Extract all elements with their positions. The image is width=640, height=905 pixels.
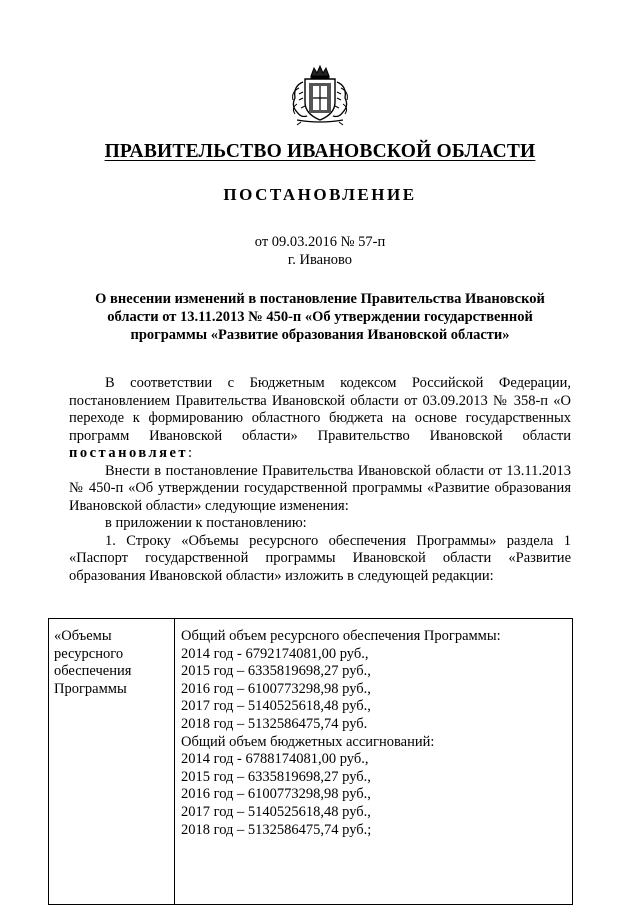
resource-table [48, 618, 573, 905]
preamble-colon: : [188, 445, 193, 461]
label-line: «Объемы [54, 628, 112, 644]
preamble-text: В соответствии с Бюджетным кодексом Российской Федерации, постановлением Правительства Ивановской области от 03.09.2013 № 358-п «О переходе к формированию областного бюджета на основе государственных программ Ивановской области» Правительство Ивановской области [69, 375, 571, 444]
coat-of-arms-icon [287, 64, 353, 126]
budget-row-2016: 2016 год – 6100773298,98 руб., [181, 786, 371, 803]
total-row-2018: 2018 год – 5132586475,74 руб. [181, 715, 368, 732]
total-row-2015: 2015 год – 6335819698,27 руб., [181, 663, 371, 680]
budget-heading: Общий объем бюджетных ассигнований: [181, 733, 435, 750]
table-row [49, 619, 573, 905]
total-row-2017: 2017 год – 5140525618,48 руб., [181, 698, 371, 715]
label-line: обеспечения [54, 663, 132, 680]
budget-row-2017: 2017 год – 5140525618,48 руб., [181, 803, 371, 820]
government-title: ПРАВИТЕЛЬСТВО ИВАНОВСКОЙ ОБЛАСТИ [104, 141, 536, 162]
decree-keyword: постановляет [69, 445, 189, 461]
budget-row-2018: 2018 год – 5132586475,74 руб.; [181, 821, 372, 838]
paragraph-amend: Внести в постановление Правительства Ивановской области от 13.11.2013 № 450-п «Об утверждении государственной программы «Развитие образования Ивановской области» следующие изменения: [69, 462, 571, 514]
document-date-number: от 09.03.2016 № 57-п [254, 234, 386, 250]
paragraph-preamble [69, 375, 571, 463]
budget-row-2015: 2015 год – 6335819698,27 руб., [181, 768, 371, 785]
label-line: ресурсного [54, 645, 124, 662]
paragraph-item-1: 1. Строку «Объемы ресурсного обеспечения Программы» раздела 1 «Паспорт государственной программы Ивановской области «Развитие образования Ивановской области» изложить в следующей редакции: [69, 532, 571, 584]
paragraph-appendix: в приложении к постановлению: [105, 515, 307, 531]
document-city: г. Иваново [287, 252, 353, 268]
document-body [69, 375, 571, 585]
total-row-2014: 2014 год - 6792174081,00 руб., [181, 645, 369, 662]
table-value-cell [175, 619, 573, 905]
document-heading: О внесении изменений в постановление Правительства Ивановской области от 13.11.2013 № 450-п «Об утверждении государственной программы «Развитие образования Ивановской области» [95, 291, 545, 343]
label-line: Программы [54, 680, 127, 697]
total-row-2016: 2016 год – 6100773298,98 руб., [181, 680, 371, 697]
total-heading: Общий объем ресурсного обеспечения Программы: [181, 628, 501, 644]
table-label-cell [49, 619, 175, 905]
budget-row-2014: 2014 год - 6788174081,00 руб., [181, 751, 369, 768]
document-type: ПОСТАНОВЛЕНИЕ [223, 185, 417, 204]
